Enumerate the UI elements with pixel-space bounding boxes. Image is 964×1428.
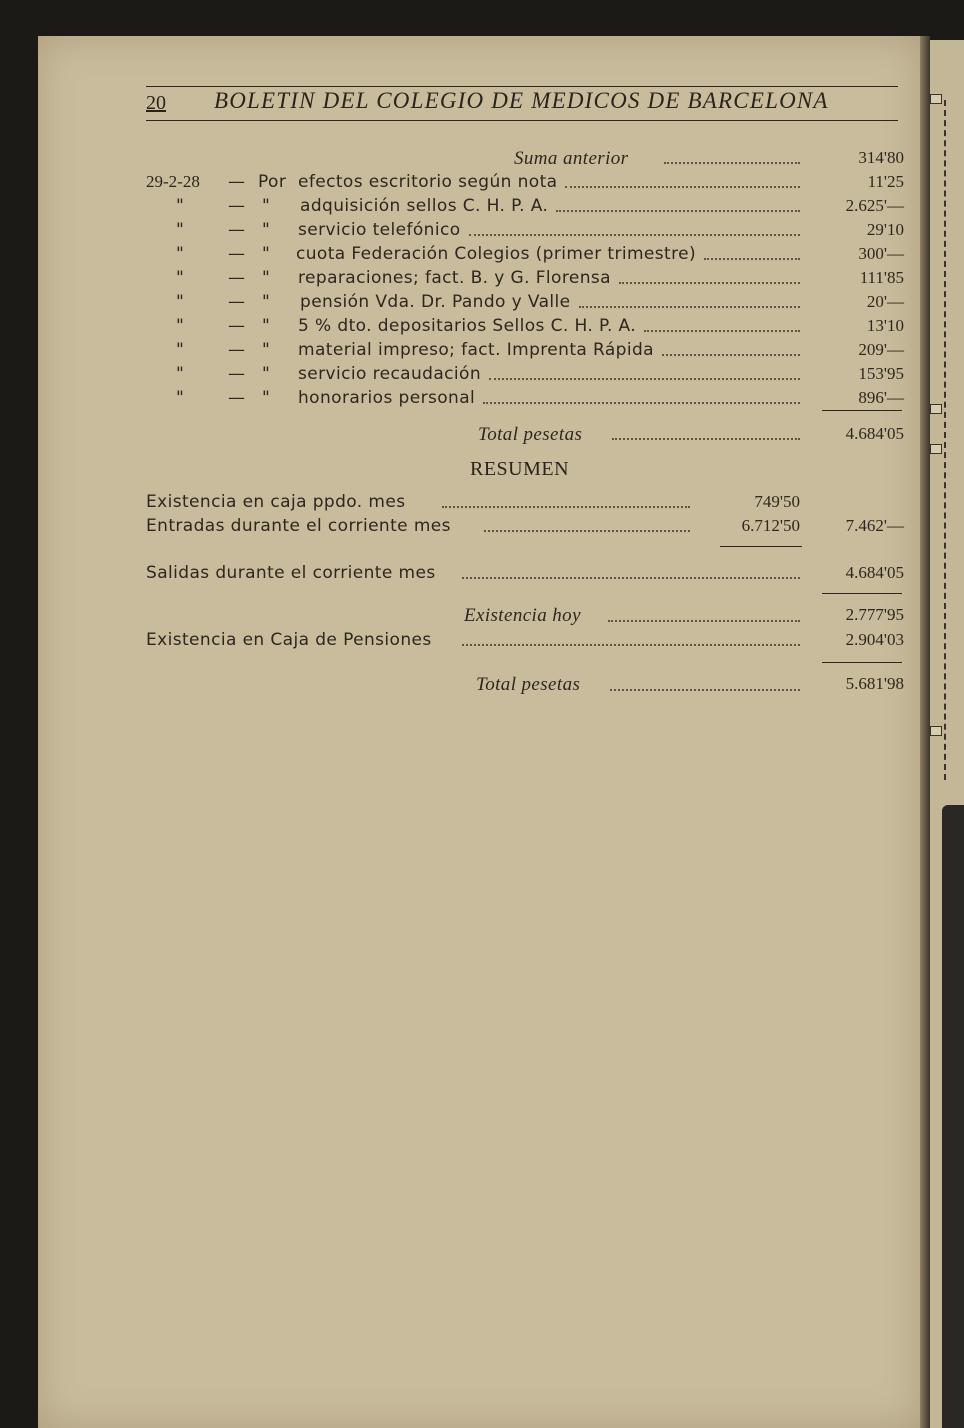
dot-leader	[662, 354, 800, 356]
page-tab-marker	[930, 726, 942, 736]
entry-concept: servicio telefónico	[298, 220, 461, 240]
summary-rule	[822, 662, 902, 663]
dot-leader	[704, 258, 800, 260]
entry-por: Por	[258, 172, 287, 192]
ditto-mark: "	[176, 388, 185, 408]
header-top-rule	[146, 86, 898, 87]
dot-leader	[442, 506, 690, 508]
entry-amount: 896'—	[858, 388, 904, 407]
binding-stitch	[944, 100, 946, 780]
cash-existence-amount: 749'50	[754, 492, 800, 511]
entry-concept: efectos escritorio según nota	[298, 172, 558, 192]
total-amount: 4.684'05	[845, 424, 904, 443]
ditto-mark: "	[262, 292, 271, 312]
ditto-mark: "	[176, 220, 185, 240]
dot-leader	[579, 306, 800, 308]
dot-leader	[619, 282, 800, 284]
header-bottom-rule	[146, 120, 898, 121]
entry-dash: —	[228, 388, 246, 408]
ditto-mark: "	[176, 292, 185, 312]
previous-sum-label: Suma anterior	[514, 148, 629, 169]
entry-dash: —	[228, 340, 246, 360]
dot-leader	[462, 577, 800, 579]
expenses-amount: 4.684'05	[845, 563, 904, 582]
entry-concept: servicio recaudación	[298, 364, 482, 384]
ditto-mark: "	[262, 196, 271, 216]
dot-leader	[608, 620, 800, 622]
page-tab-marker	[930, 94, 942, 104]
ditto-mark: "	[176, 316, 185, 336]
entry-amount: 153'95	[858, 364, 904, 383]
page-number: 20	[146, 92, 166, 114]
pension-fund-amount: 2.904'03	[845, 630, 904, 649]
entry-dash: —	[228, 268, 246, 288]
page-tab-marker	[930, 404, 942, 414]
entry-amount: 20'—	[866, 292, 904, 311]
ditto-mark: "	[262, 364, 271, 384]
entry-concept: 5 % dto. depositarios Sellos C. H. P. A.	[298, 316, 637, 336]
dot-leader	[610, 689, 800, 691]
ditto-mark: "	[262, 220, 271, 240]
entry-amount: 209'—	[858, 340, 904, 359]
ditto-mark: "	[176, 196, 185, 216]
subtotal-rule	[822, 410, 902, 411]
summary-rule	[720, 546, 802, 547]
summary-heading: RESUMEN	[470, 458, 570, 480]
entry-dash: —	[228, 316, 246, 336]
existence-today-amount: 2.777'95	[845, 605, 904, 624]
entry-amount: 300'—	[858, 244, 904, 263]
dot-leader	[469, 234, 800, 236]
entry-concept: honorarios personal	[298, 388, 476, 408]
entry-date: 29-2-28	[146, 172, 200, 191]
entry-amount: 11'25	[867, 172, 904, 191]
entry-amount: 13'10	[866, 316, 904, 335]
adjacent-cover	[942, 805, 964, 1428]
ditto-mark: "	[262, 388, 271, 408]
entry-amount: 2.625'—	[845, 196, 904, 215]
pension-fund-label: Existencia en Caja de Pensiones	[146, 630, 432, 650]
dot-leader	[556, 210, 800, 212]
existence-today-label: Existencia hoy	[464, 605, 581, 626]
dot-leader	[612, 438, 800, 440]
dot-leader	[484, 530, 690, 532]
grand-total-label: Total pesetas	[476, 674, 581, 695]
expenses-label: Salidas durante el corriente mes	[146, 563, 436, 583]
entry-amount: 111'85	[859, 268, 904, 287]
running-title: BOLETIN DEL COLEGIO DE MEDICOS DE BARCELONA	[214, 88, 829, 113]
income-amount: 6.712'50	[741, 516, 800, 535]
dot-leader	[483, 402, 800, 404]
entry-concept: cuota Federación Colegios (primer trimestre)	[296, 244, 697, 264]
total-label: Total pesetas	[478, 424, 583, 445]
ditto-mark: "	[262, 340, 271, 360]
entry-dash: —	[228, 220, 246, 240]
dot-leader	[565, 186, 800, 188]
entry-dash: —	[228, 292, 246, 312]
ditto-mark: "	[176, 268, 185, 288]
income-label: Entradas durante el corriente mes	[146, 516, 451, 536]
dot-leader	[644, 330, 800, 332]
summary-rule	[822, 593, 902, 594]
entry-dash: —	[228, 244, 246, 264]
dot-leader	[462, 644, 800, 646]
entry-dash: —	[228, 364, 246, 384]
dot-leader	[489, 378, 800, 380]
ditto-mark: "	[176, 364, 185, 384]
dot-leader	[664, 162, 800, 164]
page-tab-marker	[930, 444, 942, 454]
book-spine	[920, 36, 930, 1428]
grand-total-amount: 5.681'98	[845, 674, 904, 693]
entry-concept: reparaciones; fact. B. y G. Florensa	[298, 268, 611, 288]
entry-concept: adquisición sellos C. H. P. A.	[300, 196, 549, 216]
entry-dash: —	[228, 196, 246, 216]
cash-existence-label: Existencia en caja ppdo. mes	[146, 492, 406, 512]
ditto-mark: "	[176, 244, 185, 264]
income-total-amount: 7.462'—	[845, 516, 904, 535]
ditto-mark: "	[262, 268, 271, 288]
entry-amount: 29'10	[866, 220, 904, 239]
previous-sum-amount: 314'80	[858, 148, 904, 167]
entry-concept: pensión Vda. Dr. Pando y Valle	[300, 292, 571, 312]
entry-concept: material impreso; fact. Imprenta Rápida	[298, 340, 654, 360]
ditto-mark: "	[262, 316, 271, 336]
ditto-mark: "	[176, 340, 185, 360]
ditto-mark: "	[262, 244, 271, 264]
entry-dash: —	[228, 172, 246, 192]
